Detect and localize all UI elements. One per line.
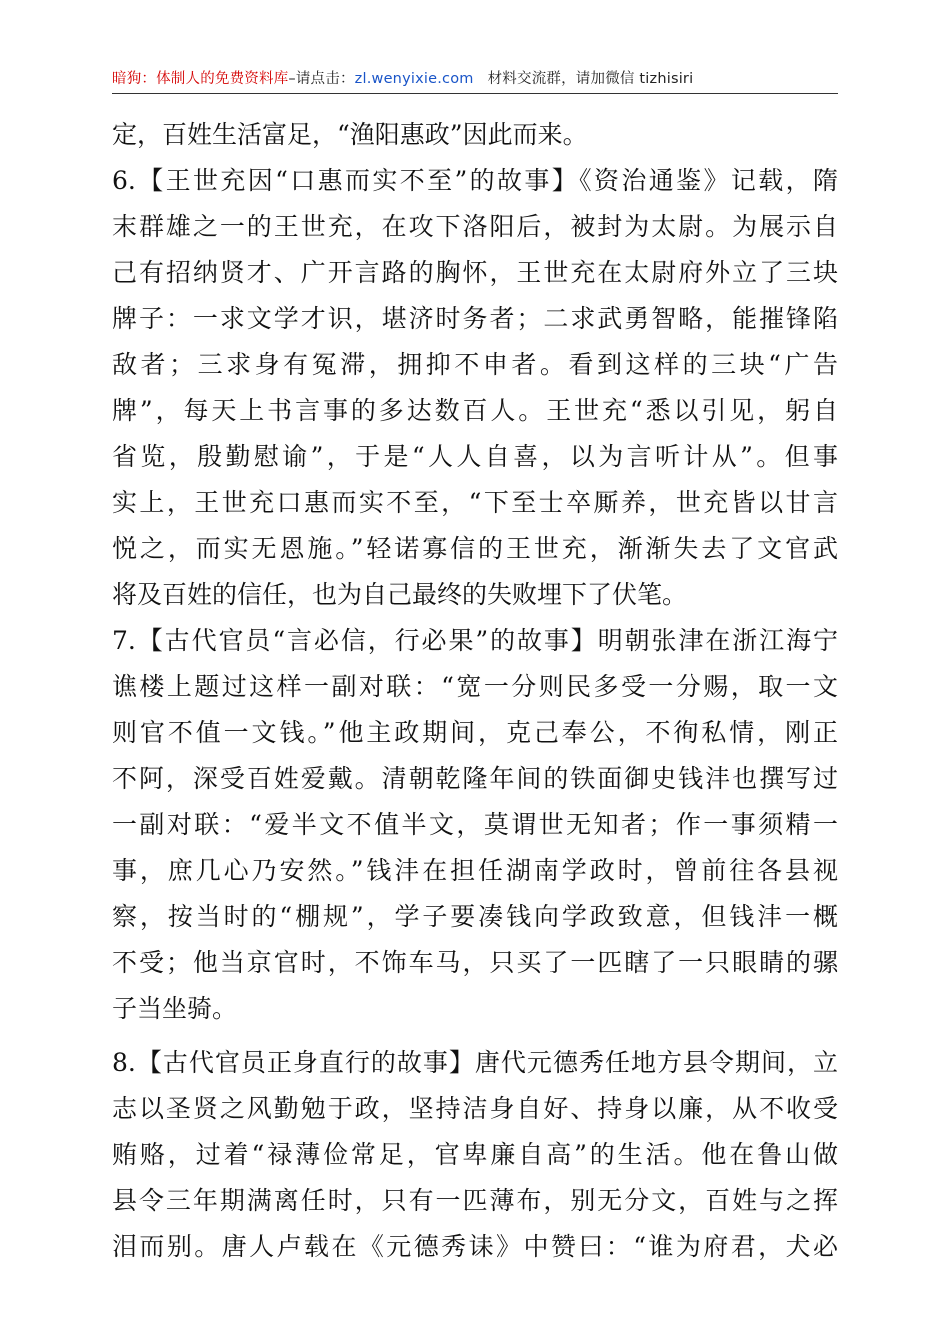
text-line: 不阿，深受百姓爱戴。清朝乾隆年间的铁面御史钱沣也撰写过 [112, 764, 838, 793]
text-line: 县令三年期满离任时，只有一匹薄布，别无分文，百姓与之挥 [112, 1186, 838, 1215]
text-line: 谯楼上题过这样一副对联：“宽一分则民多受一分赐，取一文 [112, 672, 838, 701]
paragraph-gap [112, 1032, 838, 1040]
text-line: 牌”，每天上书言事的多达数百人。王世充“悉以引见，躬自 [112, 396, 838, 425]
header-brand: 暗狗：体制人的免费资料库 [112, 71, 289, 87]
header-divider [112, 93, 838, 94]
text-line: 事，庶几心乃安然。”钱沣在担任湖南学政时，曾前往各县视 [112, 856, 838, 885]
text-line: 敌者；三求身有冤滞，拥抑不申者。看到这样的三块“广告 [112, 350, 838, 379]
text-line: 一副对联：“爱半文不值半文，莫谓世无知者；作一事须精一 [112, 810, 838, 839]
text-line: 察，按当时的“棚规”，学子要凑钱向学政致意，但钱沣一概 [112, 902, 838, 931]
text-line: 泪而别。唐人卢载在《元德秀诔》中赞曰：“谁为府君，犬必 [112, 1232, 838, 1261]
text-line: 志以圣贤之风勤勉于政，坚持洁身自好、持身以廉，从不收受 [112, 1094, 838, 1123]
text-line: 将及百姓的信任，也为自己最终的失败埋下了伏笔。 [112, 580, 688, 609]
document-body [112, 112, 838, 1270]
header-contact: 材料交流群，请加微信 tizhisiri [487, 71, 694, 87]
text-line: 末群雄之一的王世充，在攻下洛阳后，被封为太尉。为展示自 [112, 212, 838, 241]
text-line: 8.【古代官员正身直行的故事】唐代元德秀任地方县令期间，立 [112, 1048, 838, 1077]
text-line: 6.【王世充因“口惠而实不至”的故事】《资治通鉴》记载，隋 [112, 166, 838, 195]
page-header [112, 66, 838, 92]
text-line: 子当坐骑。 [112, 994, 238, 1023]
text-line: 贿赂，过着“禄薄俭常足，官卑廉自高”的生活。他在鲁山做 [112, 1140, 838, 1169]
header-cta: –请点击： [288, 71, 355, 87]
text-line: 己有招纳贤才、广开言路的胸怀，王世充在太尉府外立了三块 [112, 258, 838, 287]
paragraph-8 [112, 1040, 838, 1270]
text-line: 定，百姓生活富足，“渔阳惠政”因此而来。 [112, 120, 588, 149]
paragraph-6 [112, 158, 838, 618]
header-url-link[interactable]: zl.wenyixie.com [354, 71, 474, 87]
text-line: 7.【古代官员“言必信，行必果”的故事】明朝张津在浙江海宁 [112, 626, 838, 655]
text-line: 悦之，而实无恩施。”轻诺寡信的王世充，渐渐失去了文官武 [112, 534, 838, 563]
text-line: 实上，王世充口惠而实不至，“下至士卒厮养，世充皆以甘言 [112, 488, 838, 517]
text-line: 省览，殷勤慰谕”，于是“人人自喜，以为言听计从”。但事 [112, 442, 838, 471]
paragraph-intro-tail [112, 112, 838, 158]
paragraph-7 [112, 618, 838, 1032]
text-line: 不受；他当京官时，不饰车马，只买了一匹瞎了一只眼睛的骡 [112, 948, 838, 977]
text-line: 牌子：一求文学才识，堪济时务者；二求武勇智略，能摧锋陷 [112, 304, 838, 333]
text-line: 则官不值一文钱。”他主政期间，克己奉公，不徇私情，刚正 [112, 718, 838, 747]
